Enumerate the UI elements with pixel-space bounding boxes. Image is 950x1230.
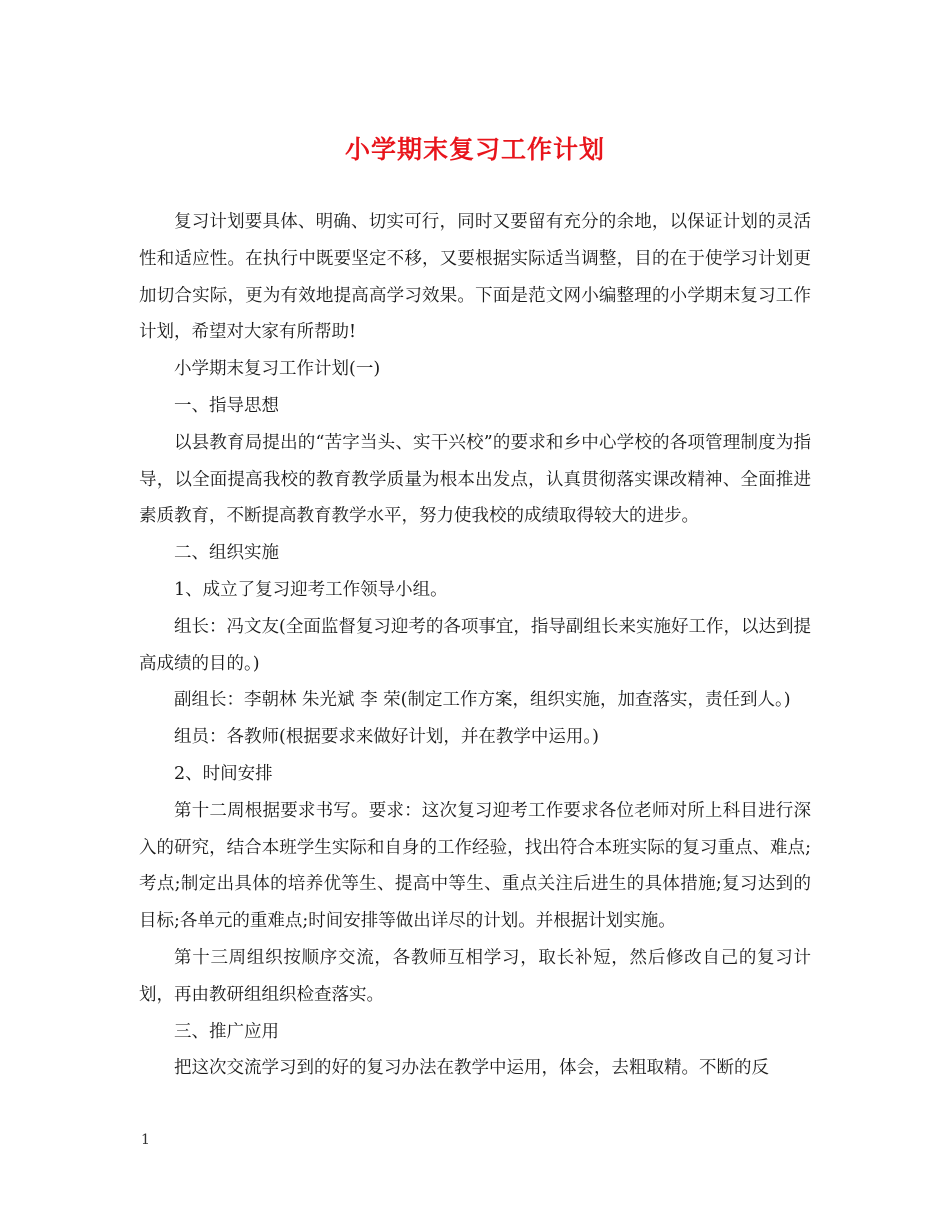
paragraph-group-leader: 组长：冯文友(全面监督复习迎考的各项事宜，指导副组长来实施好工作，以达到提高成绩的目的。) — [139, 616, 811, 674]
paragraph-heading-promotion: 三、推广应用 — [174, 1021, 279, 1042]
paragraph-deputy-leaders: 副组长：李朝林 朱光斌 李 荣(制定工作方案，组织实施，加查落实，责任到人。) — [174, 690, 791, 711]
paragraph-intro: 复习计划要具体、明确、切实可行，同时又要留有充分的余地，以保证计划的灵活性和适应性。在执行中既要坚定不移，又要根据实际适当调整，目的在于使学习计划更加切合实际，更为有效地提高高学习效果。下面是范文网小编整理的小学期末复习工作计划，希望对大家有所帮助! — [139, 212, 811, 343]
document-body — [139, 204, 811, 1087]
paragraph-guiding-ideology: 以县教育局提出的“苦字当头、实干兴校”的要求和乡中心学校的各项管理制度为指导，以全面提高我校的教育教学质量为根本出发点，认真贯彻落实课改精神、全面推进素质教育，不断提高教育教学水平，努力使我校的成绩取得较大的进步。 — [139, 432, 811, 527]
paragraph-heading-schedule: 2、时间安排 — [174, 763, 273, 784]
paragraph-heading-guiding-ideology: 一、指导思想 — [174, 395, 279, 416]
paragraph-week-twelve: 第十二周根据要求书写。要求：这次复习迎考工作要求各位老师对所上科目进行深入的研究，结合本班学生实际和自身的工作经验，找出符合本班实际的复习重点、难点;考点;制定出具体的培养优等生、提高中等生、重点关注后进生的具体措施;复习达到的目标;各单元的重难点;时间安排等做出详尽的计划。并根据计划实施。 — [139, 800, 811, 932]
paragraph-section-heading: 小学期末复习工作计划(一) — [174, 359, 381, 380]
paragraph-heading-organization: 二、组织实施 — [174, 543, 279, 564]
paragraph-week-thirteen: 第十三周组织按顺序交流，各教师互相学习，取长补短，然后修改自己的复习计划，再由教研组组织检查落实。 — [139, 947, 811, 1005]
paragraph-promotion: 把这次交流学习到的好的复习办法在教学中运用，体会，去粗取精。不断的反 — [174, 1058, 769, 1079]
page-number: 1 — [141, 1132, 150, 1148]
paragraph-members: 组员：各教师(根据要求来做好计划，并在教学中运用。) — [174, 727, 599, 748]
document-title: 小学期末复习工作计划 — [344, 135, 605, 164]
paragraph-leading-group: 1、成立了复习迎考工作领导小组。 — [174, 579, 448, 600]
